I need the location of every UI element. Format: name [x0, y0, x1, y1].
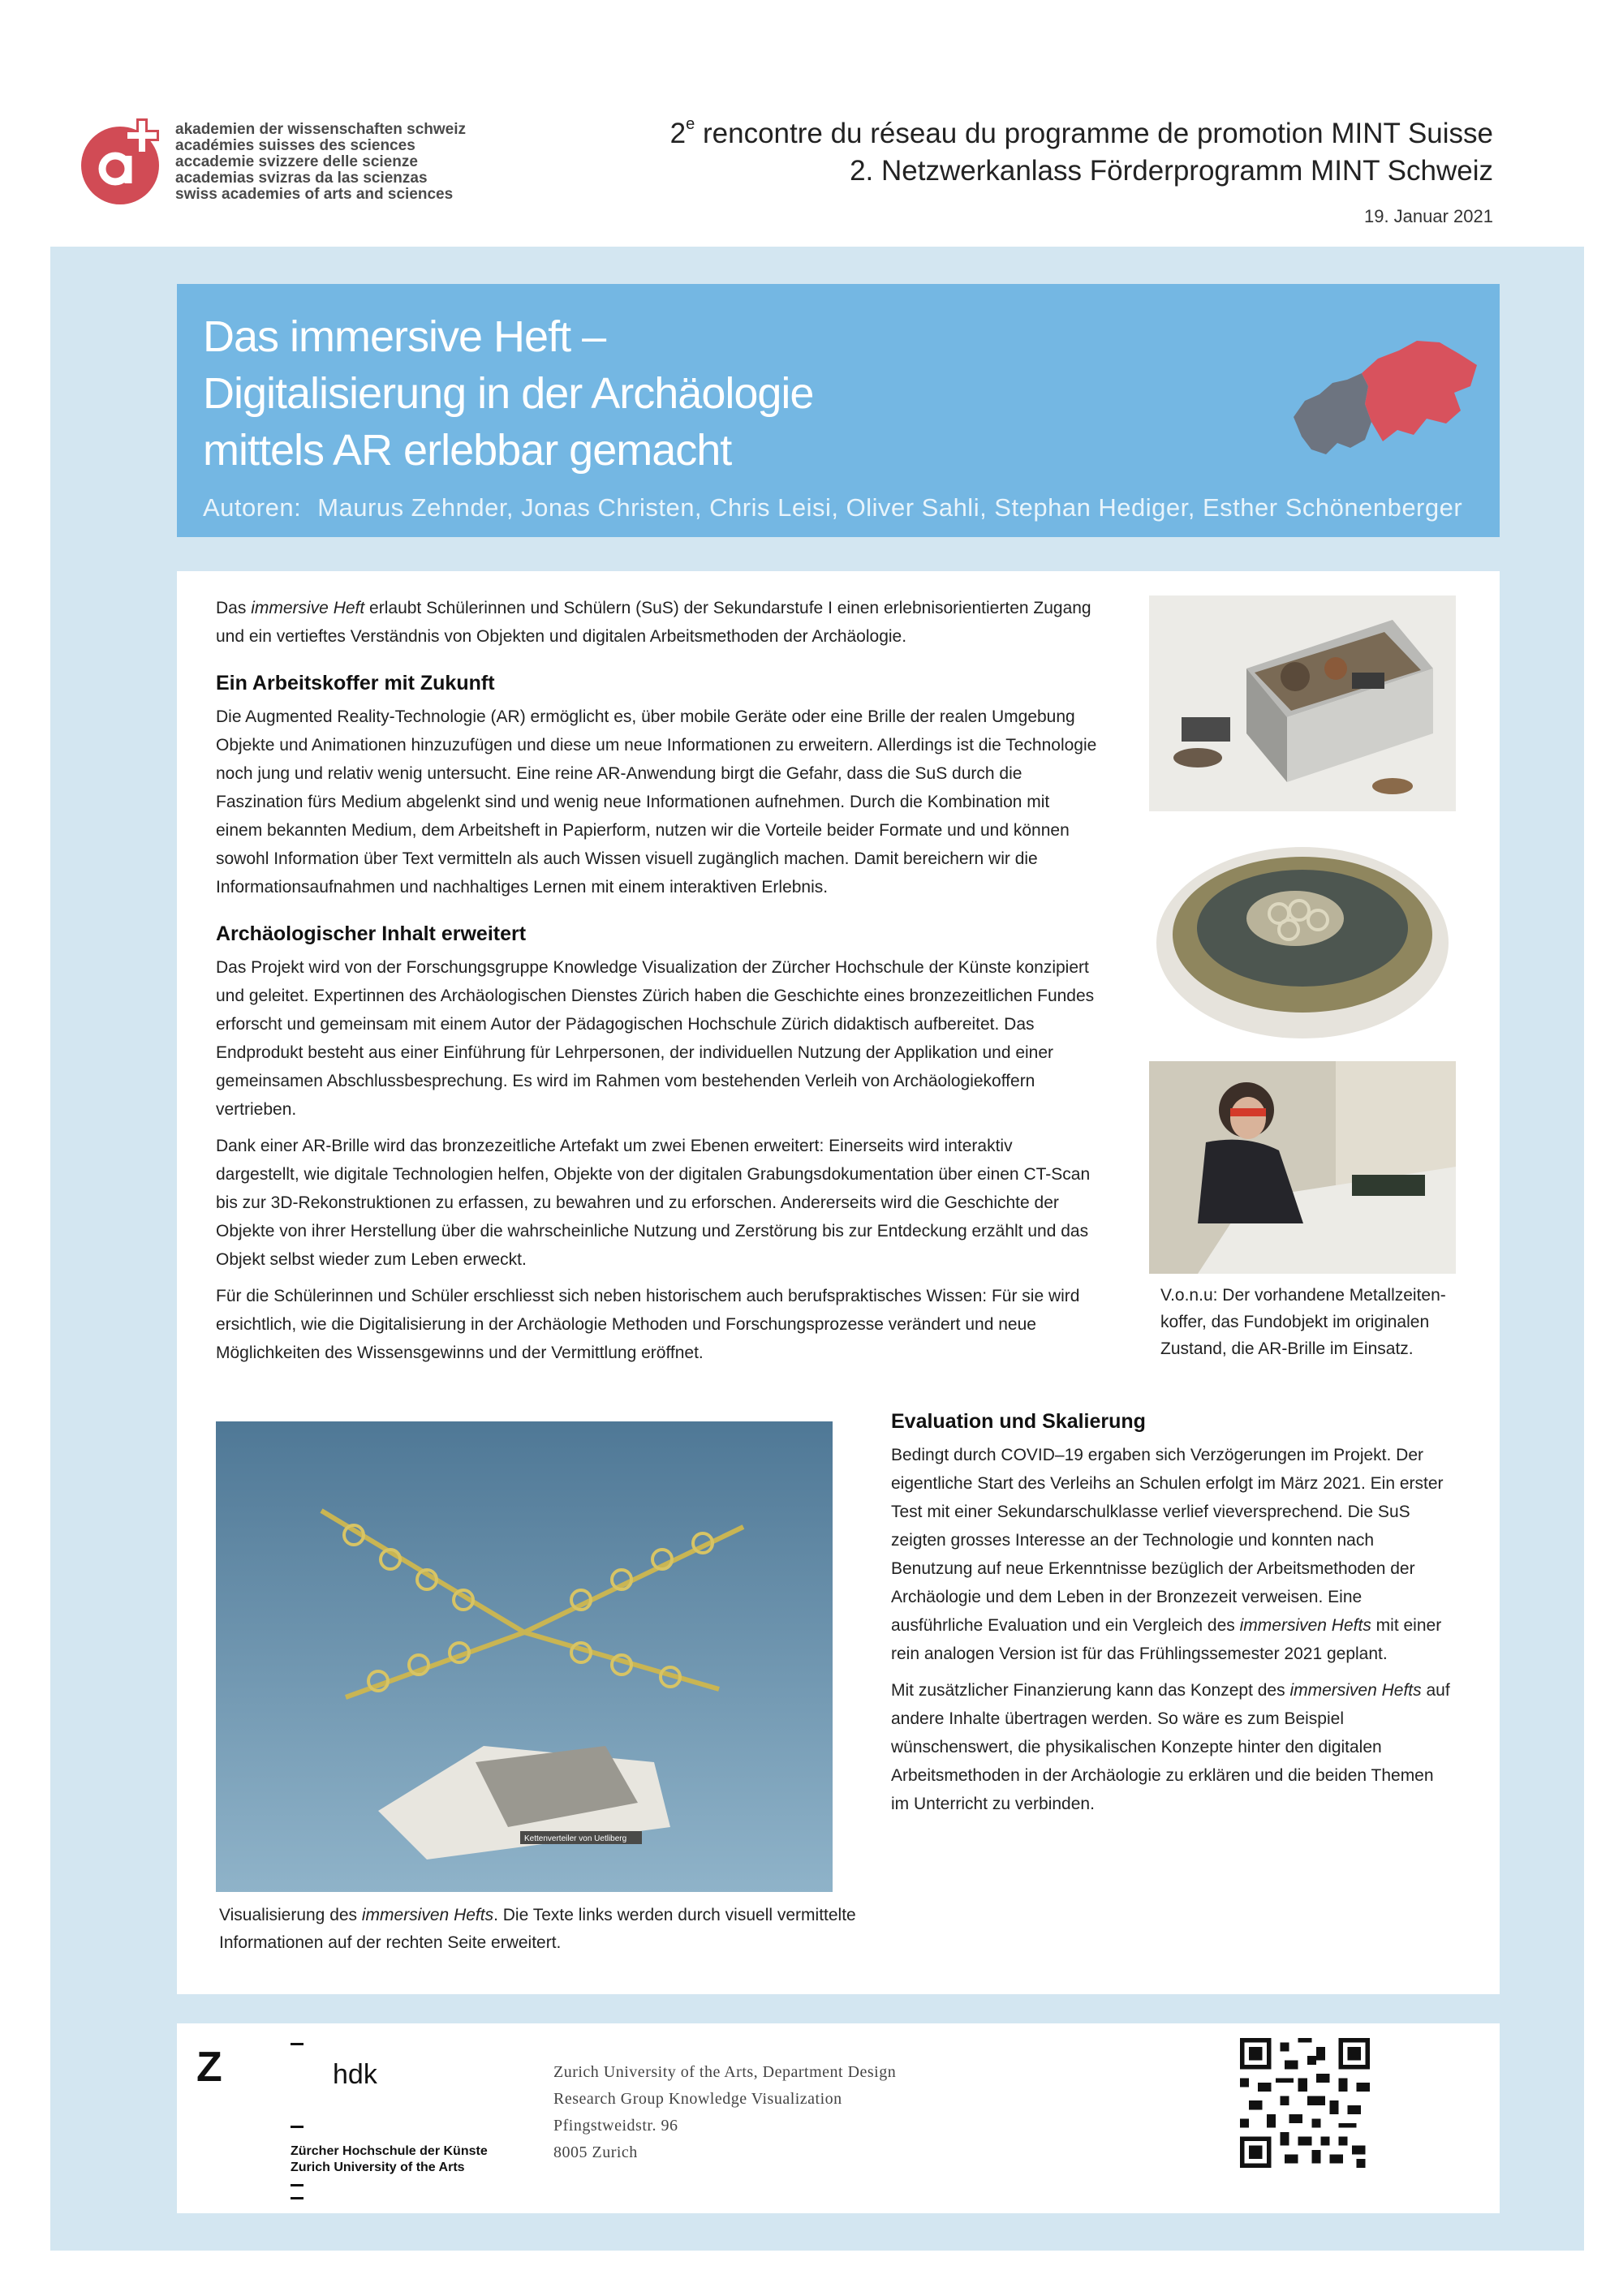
address-line: Research Group Knowledge Visualization	[553, 2090, 842, 2108]
zhdk-z-logo: Z	[196, 2044, 222, 2091]
event-date: 19. Januar 2021	[1363, 206, 1493, 226]
org-line: akademien der wissenschaften schweiz	[175, 121, 466, 138]
evaluation-paragraph-1: Bedingt durch COVID–19 ergaben sich Verzögerungen im Projekt. Der eigentliche Start des Verleihs an Schulen erfolgt im März 2021. Ein erster Test mit einer Sekundarschulklasse verlief vieversprechend. Die SuS zeigten grosses Interesse an der Technologie und konnten nach Benutzung auf neue Erkenntnisse bezüglich der Arbeitsmethoden der Archäologie und dem Leben in der Bronzezeit verweisen. Eine ausführliche Evaluation und ein Vergleich des immersiven Hefts mit einer rein analogen Version ist für das Frühlingssemester 2021 geplant.	[891, 1446, 1444, 1663]
viz-caption-emphasis: immersiven Hefts	[361, 1906, 494, 1924]
academies-name-lines	[175, 122, 466, 203]
zhdk-names	[291, 2143, 488, 2176]
event-title-de: 2. Netzwerkanlass Förderprogramm MINT Schweiz	[850, 155, 1493, 187]
qr-code[interactable]	[1240, 2038, 1370, 2168]
photo-metal-case	[1149, 595, 1456, 811]
photo-ar-glasses-use	[1149, 1061, 1456, 1274]
section-inhalt-paragraph-2: Dank einer AR-Brille wird das bronzezeitliche Artefakt um zwei Ebenen erweitert: Einerseits wird interaktiv dargestellt, wie digitale Technologien helfen, Objekte von der digitalen Grabungsdokumentation über einen CT-Scan bis zur 3D-Rekonstruktionen zu erfassen, zu bewahren und zu erforschen. Andererseits wird die Geschichte der Objekte von ihrer Herstellung über die wahrscheinliche Nutzung und Zerstörung bis zur Entdeckung erzählt und das Objekt selbst wieder zum Leben erweckt.	[216, 1137, 1091, 1269]
section-arbeitskoffer-text: Die Augmented Reality-Technologie (AR) ermöglicht es, über mobile Geräte oder eine Brille der realen Umgebung Objekte und Animationen hinzuzufügen und diese um neue Informationen zu erweitern. Allerdings ist die Technologie noch jung und relativ wenig untersucht. Eine reine AR-Anwendung birgt die Gefahr, dass die SuS durch die Faszination fürs Medium abgelenkt sind und wenig neue Informationen aufnehmen. Durch die Kombination mit einem bekannten Medium, dem Arbeitsheft in Papierform, nutzen wir die Vorteile beider Formate und und können sowohl Information über Text vermitteln als auch Wissen visuell zugänglich machen. Damit bereichern wir die Informationsaufnahmen und nachhaltiges Lernen mit einem interaktiven Erlebnis.	[216, 707, 1097, 896]
event-ordinal: 2	[669, 118, 687, 149]
footer-address	[553, 2059, 896, 2166]
zhdk-dash	[291, 2197, 304, 2199]
authors-line	[203, 493, 1462, 522]
evaluation-paragraph-2: Mit zusätzlicher Finanzierung kann das Konzept des immersiven Hefts auf andere Inhalte übertragen werden. So wäre es zum Beispiel wünschenswert, die physikalischen Konzepte hinter den digitalen Arbeitsmethoden in der Archäologie zu erklären und die beiden Themen im Unterricht zu verbinden.	[891, 1681, 1450, 1813]
address-line: Pfingstweidstr. 96	[553, 2117, 678, 2135]
zhdk-dash	[291, 2043, 304, 2045]
poster-title	[203, 308, 813, 479]
address-line: Zurich University of the Arts, Department Design	[553, 2063, 897, 2081]
zhdk-dash	[291, 2184, 304, 2186]
section-inhalt-paragraph-3: Für die Schülerinnen und Schüler erschliesst sich neben historischem auch berufspraktisches Wissen: Für sie wird ersichtlich, wie die Digitalisierung in der Archäologie Methoden und Forschungsprozesse verändert und neue Möglichkeiten des Wissensgewinns und der Vermittlung eröffnet.	[216, 1287, 1080, 1362]
zhdk-name-en: Zurich University of the Arts	[291, 2161, 465, 2174]
photo-caption: V.o.n.u: Der vorhandene Metallzeiten-koffer, das Fundobjekt im originalen Zustand, die AR-Brille im Einsatz.	[1160, 1286, 1446, 1358]
intro-emphasis: immersive Heft	[251, 599, 365, 617]
title-line: Digitalisierung in der Archäologie	[203, 369, 814, 418]
map-region-west	[1294, 373, 1371, 454]
main-text-column	[216, 594, 1100, 1375]
org-line: swiss academies of arts and sciences	[175, 186, 454, 203]
zhdk-name-de: Zürcher Hochschule der Künste	[291, 2144, 488, 2158]
event-title-fr	[670, 115, 1493, 153]
footer-panel	[177, 2023, 1500, 2213]
section-inhalt-paragraph-1: Das Projekt wird von der Forschungsgruppe Knowledge Visualization der Zürcher Hochschule der Künste konzipiert und geleitet. Expertinnen des Archäologischen Dienstes Zürich haben die Geschichte eines bronzezeitlichen Fundes erforscht und gemeinsam mit einem Autor der Pädagogischen Hochschule Zürich didaktisch aufbereitet. Das Endprodukt besteht aus einer Einführung für Lehrpersonen, der individuellen Nutzung der Applikation und einer gemeinsamen Abschlussbesprechung. Es wird im Rahmen vom bestehenden Verleih von Archäologiekoffern vertrieben.	[216, 958, 1095, 1119]
content-panel	[177, 571, 1500, 1994]
switzerland-map	[1287, 326, 1482, 472]
section-heading-arbeitskoffer: Ein Arbeitskoffer mit Zukunft	[216, 672, 495, 694]
event-title-fr-text: rencontre du réseau du programme de promotion MINT Suisse	[695, 118, 1493, 149]
org-line: académies suisses des sciences	[175, 137, 415, 154]
section-heading-evaluation: Evaluation und Skalierung	[891, 1410, 1146, 1433]
zhdk-hdk-text: hdk	[333, 2059, 377, 2090]
authors-label: Autoren:	[203, 493, 302, 522]
title-line: mittels AR erlebbar gemacht	[203, 426, 732, 475]
title-line: Das immersive Heft –	[203, 312, 606, 361]
event-title	[670, 115, 1493, 190]
address-line: 8005 Zurich	[553, 2143, 638, 2161]
org-line: academias svizras da las scienzas	[175, 170, 428, 187]
zhdk-dash	[291, 2126, 304, 2128]
visualization-caption: Visualisierung des immersiven Hefts. Die Texte links werden durch visuell vermittelte Informationen auf der rechten Seite erweitert.	[219, 1906, 856, 1952]
academies-logo	[80, 118, 485, 208]
authors-names: Maurus Zehnder, Jonas Christen, Chris Leisi, Oliver Sahli, Stephan Hediger, Esther Schönenberger	[317, 493, 1463, 522]
intro-paragraph: Das immersive Heft erlaubt Schülerinnen und Schülern (SuS) der Sekundarstufe I einen erlebnisorientierten Zugang und ein vertieftes Verständnis von Objekten und digitalen Arbeitsmethoden der Archäologie.	[216, 599, 1091, 646]
evaluation-column	[891, 1407, 1451, 1826]
org-line: accademie svizzere delle scienze	[175, 153, 418, 170]
academies-logo-mark	[80, 118, 169, 208]
section-heading-inhalt: Archäologischer Inhalt erweitert	[216, 922, 527, 945]
visualization-image	[216, 1421, 833, 1892]
map-region-east	[1362, 341, 1477, 441]
title-panel	[177, 284, 1500, 537]
photo-bronze-find	[1149, 829, 1456, 1050]
zhdk-logo	[291, 2030, 502, 2200]
event-ordinal-sup: e	[686, 115, 695, 134]
viz-book-label: Kettenverteiler von Uetliberg	[524, 1834, 627, 1843]
